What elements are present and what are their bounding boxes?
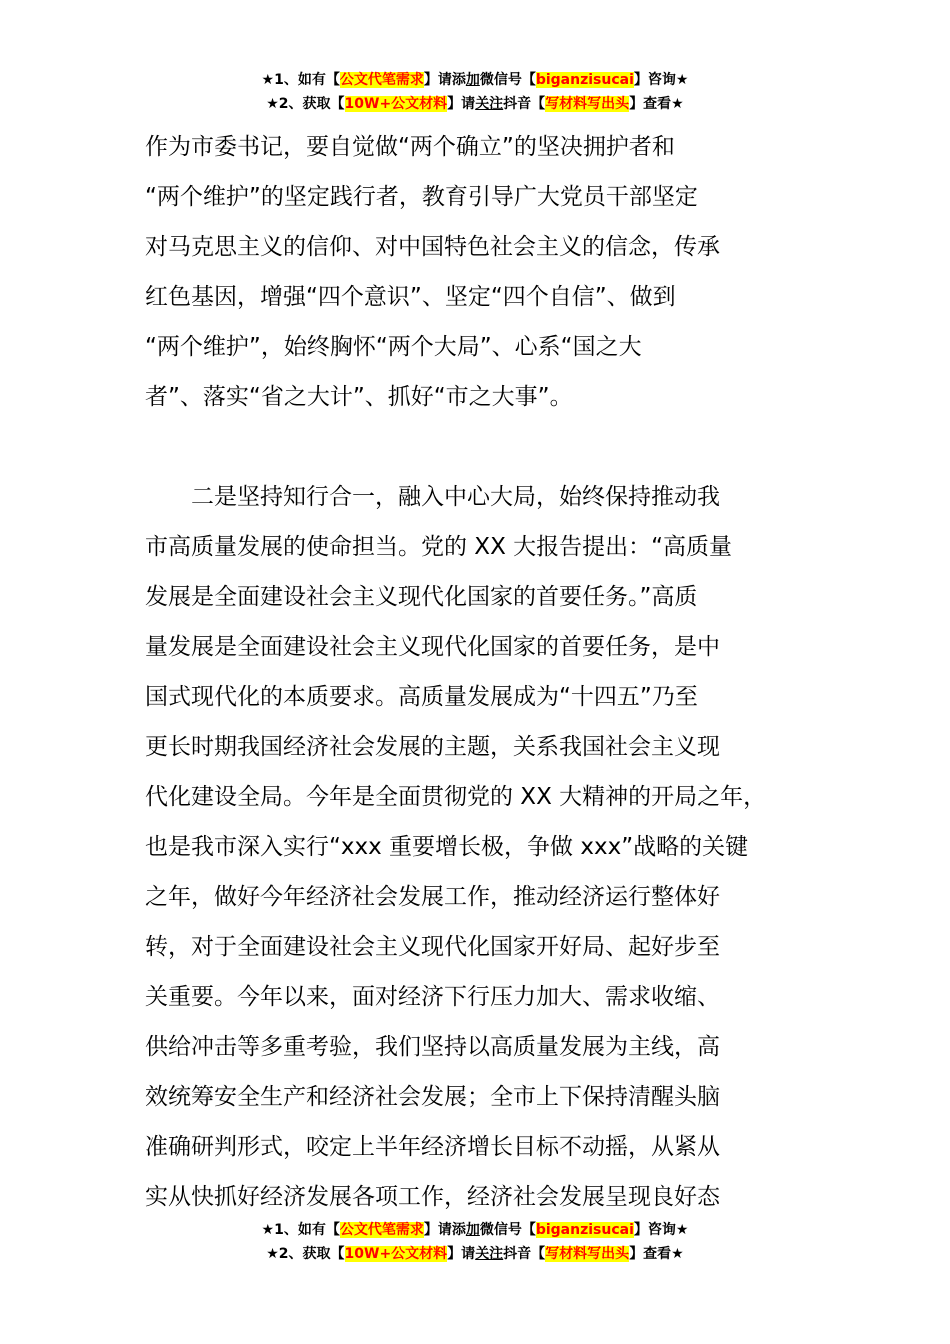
highlight-wechat-id: biganzisucai [535,72,634,88]
text-line: 市高质量发展的使命担当。党的 XX 大报告提出：“高质量 [145,534,733,560]
document-body [145,122,810,1222]
highlight-douyin: 写材料写出头 [545,96,630,112]
banner-line-2: ★2、获取【10W+公文材料】请关注抖音【写材料写出头】查看★ [266,96,684,112]
text-line: 实从快抓好经济发展各项工作，经济社会发展呈现良好态 [145,1184,720,1210]
highlight-materials: 10W+公文材料 [344,1246,448,1262]
highlight-service: 公文代笔需求 [339,1222,424,1238]
banner-line-1: ★1、如有【公文代笔需求】请添加微信号【biganzisucai】咨询★ [261,72,689,88]
text-line: 红色基因，增强“四个意识”、坚定“四个自信”、做到 [145,284,676,310]
text-line: 更长时期我国经济社会发展的主题，关系我国社会主义现 [145,734,720,760]
text-line: 作为市委书记，要自觉做“两个确立”的坚决拥护者和 [145,134,675,160]
text-line: 效统筹安全生产和经济社会发展；全市上下保持清醒头脑 [145,1084,720,1110]
text-line: 之年，做好今年经济社会发展工作，推动经济运行整体好 [145,884,720,910]
paragraph-1 [145,122,810,422]
paragraph-spacer [145,422,810,472]
highlight-materials: 10W+公文材料 [344,96,448,112]
highlight-service: 公文代笔需求 [339,72,424,88]
highlight-douyin: 写材料写出头 [545,1246,630,1262]
text-line: 者”、落实“省之大计”、抓好“市之大事”。 [145,384,573,410]
text-line: 二是坚持知行合一，融入中心大局，始终保持推动我 [145,484,720,510]
text-line: 国式现代化的本质要求。高质量发展成为“十四五”乃至 [145,684,698,710]
text-line: 代化建设全局。今年是全面贯彻党的 XX 大精神的开局之年， [145,784,767,810]
text-line: 转，对于全面建设社会主义现代化国家开好局、起好步至 [145,934,720,960]
text-line: 关重要。今年以来，面对经济下行压力加大、需求收缩、 [145,984,720,1010]
text-line: 也是我市深入实行“xxx 重要增长极，争做 xxx”战略的关键 [145,834,749,860]
text-line: 供给冲击等多重考验，我们坚持以高质量发展为主线，高 [145,1034,720,1060]
text-line: “两个维护”的坚定践行者，教育引导广大党员干部坚定 [145,184,698,210]
paragraph-2 [145,472,810,1222]
banner-line-2: ★2、获取【10W+公文材料】请关注抖音【写材料写出头】查看★ [266,1246,684,1262]
header-banner [0,68,950,116]
text-line: 准确研判形式，咬定上半年经济增长目标不动摇，从紧从 [145,1134,720,1160]
footer-banner [0,1218,950,1266]
banner-line-1: ★1、如有【公文代笔需求】请添加微信号【biganzisucai】咨询★ [261,1222,689,1238]
text-line: 发展是全面建设社会主义现代化国家的首要任务。”高质 [145,584,698,610]
text-line: 对马克思主义的信仰、对中国特色社会主义的信念，传承 [145,234,720,260]
text-line: “两个维护”，始终胸怀“两个大局”、心系“国之大 [145,334,642,360]
highlight-wechat-id: biganzisucai [535,1222,634,1238]
text-line: 量发展是全面建设社会主义现代化国家的首要任务，是中 [145,634,720,660]
